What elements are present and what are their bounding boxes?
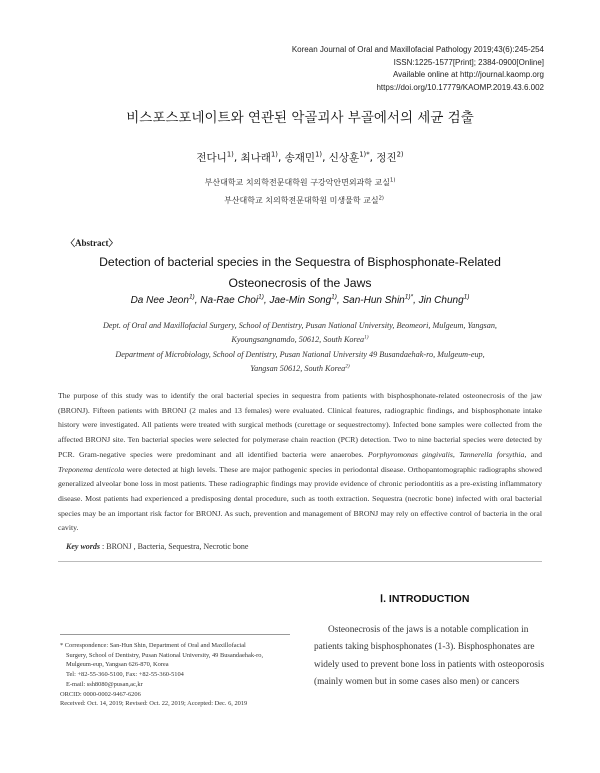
english-title — [40, 252, 560, 294]
author-sup: 1) — [315, 150, 323, 159]
english-title-line-1: Detection of bacterial species in the Sequestra of Bisphosphonate-Related — [99, 255, 501, 269]
keywords-label: Key words — [66, 542, 100, 551]
author-name: 신상훈 — [328, 152, 360, 164]
species-name: Treponema denticola — [58, 464, 125, 474]
english-authors: Da Nee Jeon$^{1)}$, Na-Rae Choi$^{1)}$, Jae-Min Song$^{1)}$, San-Hun Shin$^{1)*}$, Jin Chung$^{1)}$ — [130, 293, 470, 306]
available-online: Available online at http://journal.kaomp.org — [392, 70, 544, 79]
journal-header — [292, 44, 544, 94]
author-name: 최나래 — [240, 152, 271, 164]
author-name: Da Nee Jeon — [130, 295, 189, 306]
author-name: Jae-Min Song — [269, 295, 332, 306]
received-dates: Received: Oct. 14, 2019; Revised: Oct. 22, 2019; Accepted: Dec. 6, 2019 — [60, 700, 248, 708]
author-sup: 2) — [396, 150, 404, 159]
abstract-label: 〈Abstract〉 — [66, 238, 118, 248]
journal-citation: Korean Journal of Oral and Maxillofacial Pathology 2019;43(6):245-254 — [291, 45, 544, 54]
author-sup: 1) — [226, 150, 234, 159]
english-affiliation-2: Department of Microbiology, School of Dentistry, Pusan National University 49 Busandaehak-ro, Mulgeum-eup, Yangsan 50612, South Korea$^{2)}$ — [115, 350, 485, 373]
author-sup: 1)* — [359, 150, 370, 159]
korean-affiliation-2: 부산대학교 치의학전문대학원 미생물학 교실$^{2)}$ — [224, 195, 384, 205]
keywords: Key words : BRONJ , Bacteria, Sequestra, Necrotic bone — [66, 542, 249, 551]
orcid: ORCID: 0000-0002-9467-6206 — [60, 690, 141, 698]
issn: ISSN:1225-1577[Print]; 2384-0900[Online] — [393, 57, 544, 67]
author-sup: 1) — [270, 150, 278, 159]
author-name: Jin Chung — [418, 295, 464, 306]
english-title-line-2: Osteonecrosis of the Jaws — [228, 276, 372, 290]
keywords-text: BRONJ , Bacteria, Sequestra, Necrotic bone — [106, 542, 249, 551]
introduction-text: Osteonecrosis of the jaws is a notable complication in patients taking bisphosphonates (1-3). Bisphosphonates are widely used to prevent bone loss in patients with osteoporosis (mainly women but in some cases also men) or cancers — [314, 625, 545, 687]
footnote-divider — [60, 634, 290, 635]
email: E-mail: ssh8080@pusan,ac,kr — [66, 680, 143, 688]
korean-authors: 전다니$^{1)}$, 최나래$^{1)}$, 송재민$^{1)}$, 신상훈$^{1)*}$, 정진$^{2)}$ — [196, 150, 404, 164]
section-divider — [58, 561, 542, 562]
author-name: San-Hun Shin — [342, 295, 405, 306]
author-name: 전다니 — [196, 152, 227, 164]
author-name: Na-Rae Choi — [200, 295, 259, 306]
english-affiliation-1: Dept. of Oral and Maxillofacial Surgery, School of Dentistry, Pusan National University, Beomeori, Mulgeum, Yangsan, Kyoungsangnamdo, 50612, South Korea$^{1)}$ — [103, 321, 497, 344]
species-name: Porphyromonas gingivalis — [367, 449, 453, 459]
korean-title: 비스포스포네이트와 연관된 악골괴사 부골에서의 세균 검출 — [126, 110, 474, 126]
doi-link[interactable]: https://doi.org/10.17779/KAOMP.2019.43.6.002 — [376, 82, 544, 92]
author-name: 정진 — [376, 152, 397, 164]
abstract-body: The purpose of this study was to identify the oral bacterial species in sequestra from patients with bisphosphonate-related osteonecrosis of the jaw (BRONJ). Fifteen patients with BRONJ (2 males and 13 females) were evaluated. Clinical features, radiographic findings, and bisphosphonate intake history were investigated. All patients were treated with surgical methods (curettage or sequestrectomy). Infected bone samples were collected from the affected BRONJ site. Ten bacterial species were selected for polymerase chain reaction (PCR) detection. Two to nine bacterial species were detected by PCR. Gram-negative species were predominant and all identified bacteria were anaerobes. Porphyromonas gingivalis, Tannerella forsythia, and Treponema denticola were detected at high levels. These are major pathogenic species in periodontal disease. Orthopantomographic radiographs showed generalized alveolar bone loss in most patients. These radiographic findings may provide evidence of chronic periodontitis as a pre-existing inflammatory disease. Most patients had experienced a predisposing dental procedure, such as tooth extraction. Sequestra (necrotic bone) infected with oral bacterial species may be an important risk factor for BRONJ. As such, prevention and management of BRONJ may rely on effective control of bacteria in the oral cavity. — [58, 391, 542, 533]
species-name: Tannerella forsythia — [459, 449, 525, 459]
introduction-heading: Ⅰ. INTRODUCTION — [380, 593, 470, 605]
correspondence-footnote: * Correspondence: San-Hun Shin, Department of Oral and Maxillofacial Surgery, School of Dentistry, Pusan National University, 49 Busandaehak-ro, Mulgeum-eup, Yangsan 626-870, Korea Tel: +82-55-360-5100, Fax: +82-55-360-5104 E-mail: ssh8080@pusan,ac,kr ORCID: 0000-0002-9467-6206 Received: Oct. 14, 2019; Revised: Oct. 22, 2019; Accepted: Dec. 6, 2019 — [60, 641, 300, 709]
korean-affiliation-1: 부산대학교 치의학전문대학원 구강악안면외과학 교실$^{1)}$ — [204, 177, 396, 187]
author-name: 송재민 — [284, 152, 316, 164]
